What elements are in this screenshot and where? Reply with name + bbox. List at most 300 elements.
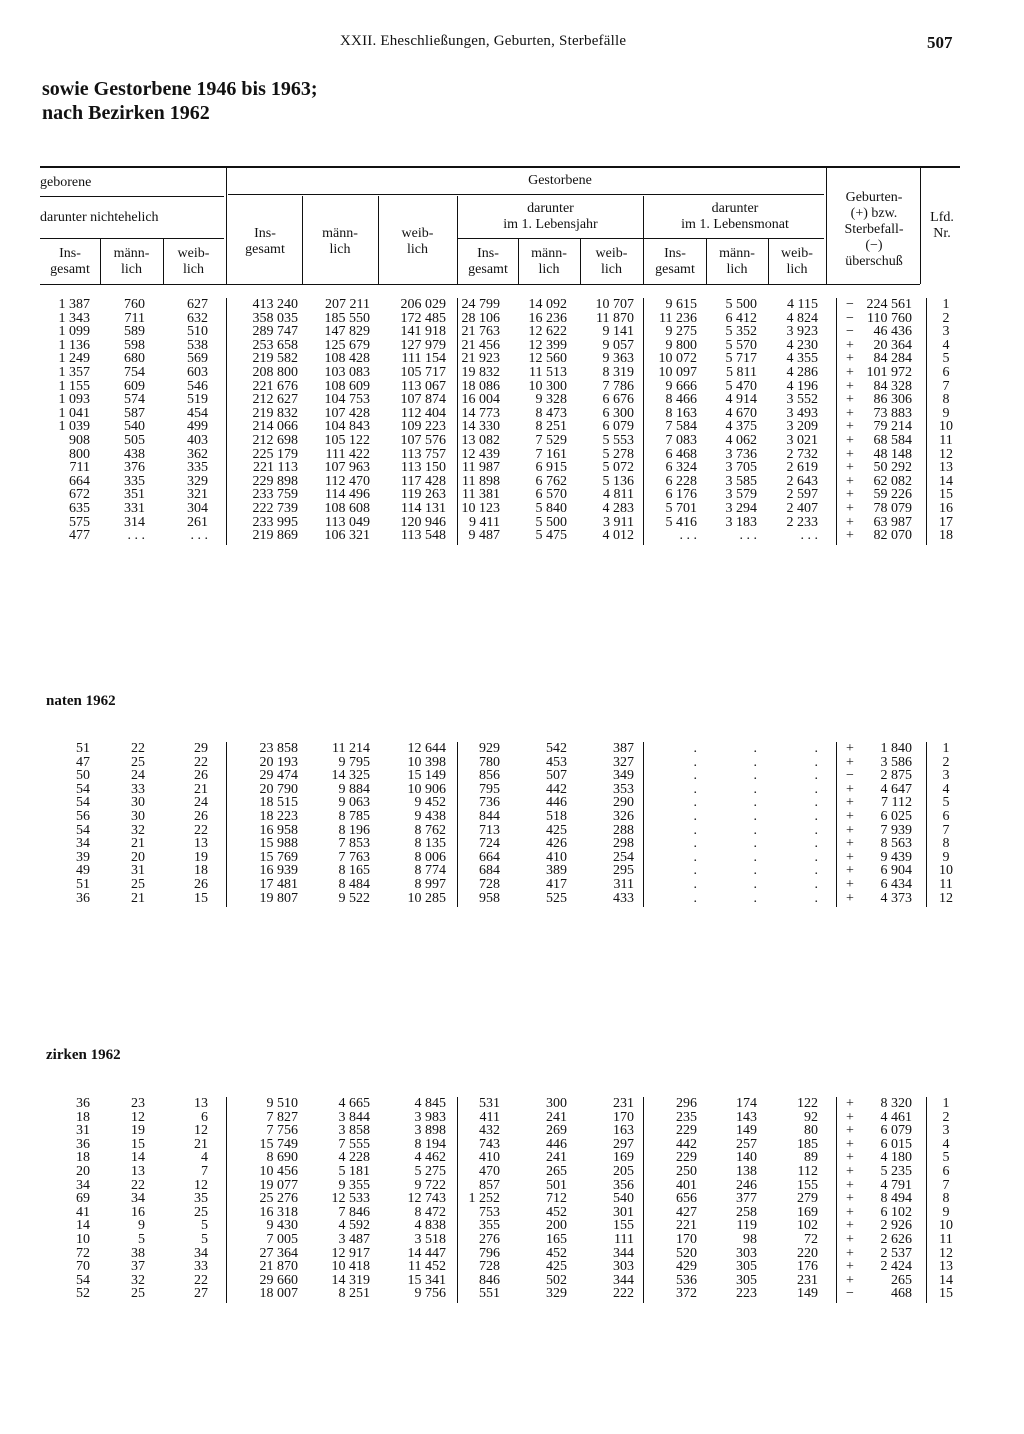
col-geb-weiblich: 26: [194, 768, 208, 784]
table-row: [0, 796, 1024, 810]
col-geb-weiblich: . . .: [190, 528, 208, 544]
col-monat-maennlich: 174: [736, 1096, 757, 1111]
col-ueberschuss-sign: +: [846, 877, 854, 892]
col-ueberschuss-value: 82 070: [873, 528, 912, 544]
col-ueberschuss-value: 6 025: [880, 809, 912, 824]
col-gest-insgesamt: 233 995: [252, 514, 298, 530]
col-gest-maennlich: 7 763: [338, 849, 370, 865]
col-gest-weiblich: 15 341: [407, 1272, 446, 1288]
col-geb-insgesamt: 70: [76, 1259, 90, 1275]
col-geb-maennlich: 22: [131, 741, 145, 756]
col-ueberschuss-sign: +: [846, 1096, 854, 1111]
col-jahr-maennlich: 453: [546, 754, 567, 770]
col-geb-maennlich: 31: [131, 863, 145, 879]
col-monat-insgesamt: 221: [676, 1218, 697, 1234]
col-monat-maennlich: .: [753, 863, 757, 879]
col-lfd-nr: 4: [942, 781, 950, 797]
col-jahr-weiblich: 7 786: [602, 378, 634, 394]
col-lfd-nr: 6: [942, 365, 950, 380]
col-gest-maennlich: 107 428: [324, 405, 370, 421]
col-geb-maennlich: 351: [124, 487, 145, 503]
col-geb-maennlich: 25: [131, 877, 145, 892]
col-geb-insgesamt: 18: [76, 1150, 90, 1166]
col-gest-maennlich: 4 592: [338, 1218, 370, 1234]
col-gest-insgesamt: 229 898: [252, 473, 298, 489]
col-geb-maennlich: 16: [131, 1204, 145, 1220]
table-row: [0, 864, 1024, 878]
col-monat-weiblich: 279: [797, 1191, 818, 1207]
col-jahr-maennlich: 426: [546, 836, 567, 852]
header-geburten: (−): [865, 238, 883, 253]
col-monat-maennlich: 6 412: [725, 310, 757, 326]
col-gest-insgesamt: 221 676: [252, 378, 298, 394]
col-jahr-weiblich: 344: [613, 1245, 634, 1261]
col-gest-insgesamt: 23 858: [259, 741, 298, 756]
table-row: [0, 461, 1024, 475]
col-ueberschuss-value: 101 972: [866, 365, 912, 380]
col-lfd-nr: 4: [942, 337, 950, 353]
col-gest-maennlich: 108 608: [324, 501, 370, 516]
col-jahr-weiblich: 298: [613, 836, 634, 852]
col-monat-maennlich: 258: [736, 1204, 757, 1220]
col-monat-maennlich: 377: [736, 1191, 757, 1207]
table-row: [0, 1165, 1024, 1179]
header-insgesamt: gesamt: [468, 262, 508, 277]
col-jahr-maennlich: 446: [546, 1136, 567, 1152]
col-ueberschuss-sign: +: [846, 795, 854, 811]
col-gest-weiblich: 8 774: [414, 863, 446, 879]
col-jahr-weiblich: 433: [613, 890, 634, 906]
col-monat-insgesamt: 6 468: [665, 446, 697, 462]
col-gest-weiblich: 8 472: [414, 1204, 446, 1220]
table-row: [0, 1260, 1024, 1274]
header-lfd-nr: Nr.: [933, 226, 951, 241]
col-jahr-insgesamt: 432: [479, 1123, 500, 1139]
col-monat-insgesamt: 170: [676, 1232, 697, 1247]
col-ueberschuss-sign: +: [846, 1272, 854, 1288]
col-monat-weiblich: 112: [797, 1164, 818, 1179]
col-gest-maennlich: 3 844: [338, 1109, 370, 1125]
col-jahr-maennlich: 11 513: [529, 365, 567, 380]
col-jahr-insgesamt: 14 330: [461, 419, 500, 435]
col-gest-insgesamt: 222 739: [252, 501, 298, 516]
col-gest-maennlich: 147 829: [324, 324, 370, 340]
col-gest-insgesamt: 413 240: [252, 297, 298, 312]
col-gest-weiblich: 14 447: [407, 1245, 446, 1261]
col-lfd-nr: 5: [942, 795, 950, 811]
col-monat-maennlich: 3 585: [725, 473, 757, 489]
col-gest-insgesamt: 19 077: [259, 1177, 298, 1193]
col-gest-insgesamt: 7 005: [266, 1232, 298, 1247]
col-jahr-insgesamt: 857: [479, 1177, 500, 1193]
col-jahr-maennlich: 417: [546, 877, 567, 892]
col-geb-insgesamt: 575: [69, 514, 90, 530]
table-row: [0, 502, 1024, 516]
col-monat-maennlich: .: [753, 849, 757, 865]
col-geb-insgesamt: 14: [76, 1218, 90, 1234]
table-row: [0, 1151, 1024, 1165]
col-monat-insgesamt: 5 416: [665, 514, 697, 530]
col-jahr-insgesamt: 18 086: [461, 378, 500, 394]
col-lfd-nr: 4: [942, 1136, 950, 1152]
col-monat-insgesamt: 9 615: [665, 297, 697, 312]
col-lfd-nr: 10: [939, 863, 953, 879]
col-ueberschuss-sign: +: [846, 337, 854, 353]
header-divider: [920, 168, 921, 284]
col-geb-weiblich: 26: [194, 877, 208, 892]
col-gest-weiblich: 15 149: [407, 768, 446, 784]
table-row: [0, 1179, 1024, 1193]
col-jahr-maennlich: 410: [546, 849, 567, 865]
col-ueberschuss-value: 5 235: [880, 1164, 912, 1179]
col-monat-insgesamt: .: [693, 781, 697, 797]
col-jahr-insgesamt: 11 898: [462, 473, 500, 489]
col-monat-insgesamt: .: [693, 890, 697, 906]
col-gest-maennlich: 111 422: [325, 446, 370, 462]
col-monat-insgesamt: 442: [676, 1136, 697, 1152]
col-jahr-insgesamt: 9 411: [469, 514, 500, 530]
header-weiblich: lich: [183, 262, 204, 277]
col-lfd-nr: 14: [939, 1272, 953, 1288]
col-gest-maennlich: 105 122: [324, 433, 370, 448]
col-geb-insgesamt: 36: [76, 1136, 90, 1152]
header-weiblich: lich: [601, 262, 622, 277]
col-ueberschuss-sign: −: [846, 310, 854, 326]
col-monat-maennlich: 3 736: [725, 446, 757, 462]
col-gest-maennlich: 113 049: [325, 514, 370, 530]
table-row: [0, 756, 1024, 770]
col-gest-weiblich: 107 576: [400, 433, 446, 448]
table-row: [0, 1097, 1024, 1111]
col-monat-maennlich: .: [753, 877, 757, 892]
col-geb-weiblich: 13: [194, 836, 208, 852]
col-gest-weiblich: 3 898: [414, 1123, 446, 1139]
col-ueberschuss-value: 2 926: [880, 1218, 912, 1234]
col-monat-maennlich: 3 705: [725, 460, 757, 476]
col-gest-insgesamt: 358 035: [252, 310, 298, 326]
col-monat-maennlich: 223: [736, 1286, 757, 1302]
col-ueberschuss-value: 4 791: [880, 1177, 912, 1193]
col-monat-weiblich: 2 643: [786, 473, 818, 489]
col-geb-insgesamt: 908: [69, 433, 90, 448]
col-jahr-maennlich: 265: [546, 1164, 567, 1179]
col-monat-weiblich: 2 407: [786, 501, 818, 516]
col-monat-weiblich: 4 286: [786, 365, 818, 380]
col-ueberschuss-value: 2 537: [880, 1245, 912, 1261]
col-geb-weiblich: 321: [187, 487, 208, 503]
col-monat-insgesamt: 372: [676, 1286, 697, 1302]
table-row: [0, 488, 1024, 502]
header-maennlich: lich: [121, 262, 142, 277]
col-jahr-weiblich: 10 707: [595, 297, 634, 312]
col-monat-maennlich: .: [753, 890, 757, 906]
col-ueberschuss-sign: +: [846, 528, 854, 544]
col-ueberschuss-sign: +: [846, 741, 854, 756]
col-geb-maennlich: 38: [131, 1245, 145, 1261]
col-geb-maennlich: 14: [131, 1150, 145, 1166]
table-section-1: [0, 298, 1024, 547]
col-gest-weiblich: 117 428: [401, 473, 446, 489]
col-gest-maennlich: 104 843: [324, 419, 370, 435]
col-gest-insgesamt: 15 769: [259, 849, 298, 865]
col-geb-weiblich: 454: [187, 405, 208, 421]
col-geb-maennlich: 19: [131, 1123, 145, 1139]
col-geb-maennlich: 438: [124, 446, 145, 462]
col-geb-maennlich: 754: [124, 365, 145, 380]
col-lfd-nr: 2: [942, 310, 950, 326]
col-gest-maennlich: 4 228: [338, 1150, 370, 1166]
col-jahr-weiblich: 9 141: [602, 324, 634, 340]
col-monat-weiblich: 89: [804, 1150, 818, 1166]
col-geb-weiblich: 22: [194, 1272, 208, 1288]
col-geb-insgesamt: 800: [69, 446, 90, 462]
col-geb-insgesamt: 635: [69, 501, 90, 516]
col-monat-insgesamt: 229: [676, 1150, 697, 1166]
table-row: [0, 312, 1024, 326]
col-jahr-insgesamt: 11 381: [462, 487, 500, 503]
col-jahr-insgesamt: 14 773: [461, 405, 500, 421]
col-ueberschuss-sign: +: [846, 487, 854, 503]
col-gest-maennlich: 207 211: [325, 297, 370, 312]
col-geb-insgesamt: 39: [76, 849, 90, 865]
col-jahr-weiblich: 4 811: [603, 487, 634, 503]
col-gest-maennlich: 10 418: [331, 1259, 370, 1275]
col-monat-weiblich: 72: [804, 1232, 818, 1247]
col-ueberschuss-value: 79 214: [873, 419, 912, 435]
col-lfd-nr: 3: [942, 324, 950, 340]
col-gest-weiblich: 109 223: [400, 419, 446, 435]
col-monat-weiblich: 4 230: [786, 337, 818, 353]
col-ueberschuss-value: 4 461: [880, 1109, 912, 1125]
col-geb-maennlich: 32: [131, 1272, 145, 1288]
col-jahr-maennlich: 525: [546, 890, 567, 906]
col-monat-maennlich: 140: [736, 1150, 757, 1166]
col-monat-maennlich: .: [753, 781, 757, 797]
col-gest-maennlich: 12 533: [331, 1191, 370, 1207]
col-gest-maennlich: 3 858: [338, 1123, 370, 1139]
col-ueberschuss-sign: +: [846, 1109, 854, 1125]
table-row: [0, 366, 1024, 380]
col-geb-insgesamt: 1 136: [58, 337, 90, 353]
col-monat-maennlich: . . .: [739, 528, 757, 544]
col-geb-insgesamt: 47: [76, 754, 90, 770]
col-geb-maennlich: 24: [131, 768, 145, 784]
col-lfd-nr: 8: [942, 1191, 950, 1207]
col-monat-maennlich: .: [753, 741, 757, 756]
col-geb-maennlich: 589: [124, 324, 145, 340]
col-monat-insgesamt: 5 701: [665, 501, 697, 516]
table-row: [0, 742, 1024, 756]
col-geb-insgesamt: 50: [76, 768, 90, 784]
col-monat-weiblich: .: [814, 781, 818, 797]
col-jahr-weiblich: 111: [614, 1232, 634, 1247]
col-gest-maennlich: 8 251: [338, 1286, 370, 1302]
col-monat-insgesamt: 429: [676, 1259, 697, 1275]
col-ueberschuss-sign: +: [846, 1218, 854, 1234]
table-row: [0, 810, 1024, 824]
header-lfd-nr: Lfd.: [930, 210, 954, 225]
col-monat-insgesamt: 250: [676, 1164, 697, 1179]
col-geb-weiblich: 335: [187, 460, 208, 476]
col-lfd-nr: 7: [942, 378, 950, 394]
table-row: [0, 851, 1024, 865]
col-gest-maennlich: 5 181: [338, 1164, 370, 1179]
col-jahr-maennlich: 6 570: [535, 487, 567, 503]
col-gest-maennlich: 9 795: [338, 754, 370, 770]
col-geb-insgesamt: 56: [76, 809, 90, 824]
col-monat-maennlich: .: [753, 795, 757, 811]
col-jahr-insgesamt: 856: [479, 768, 500, 784]
col-gest-weiblich: 206 029: [400, 297, 446, 312]
col-geb-insgesamt: 10: [76, 1232, 90, 1247]
col-monat-weiblich: .: [814, 768, 818, 784]
col-jahr-weiblich: 295: [613, 863, 634, 879]
col-geb-insgesamt: 54: [76, 795, 90, 811]
header-maennlich: männ-: [322, 226, 358, 241]
col-jahr-maennlich: 8 251: [535, 419, 567, 435]
col-gest-insgesamt: 9 510: [266, 1096, 298, 1111]
col-lfd-nr: 11: [939, 433, 953, 448]
col-jahr-weiblich: 155: [613, 1218, 634, 1234]
col-gest-maennlich: 103 083: [324, 365, 370, 380]
col-jahr-insgesamt: 844: [479, 809, 500, 824]
col-geb-weiblich: 546: [187, 378, 208, 394]
col-jahr-maennlich: 5 475: [535, 528, 567, 544]
col-gest-maennlich: 9 355: [338, 1177, 370, 1193]
col-monat-weiblich: .: [814, 741, 818, 756]
col-monat-maennlich: 257: [736, 1136, 757, 1152]
col-jahr-weiblich: 9 363: [602, 351, 634, 367]
col-jahr-weiblich: 326: [613, 809, 634, 824]
col-jahr-maennlich: 9 328: [535, 392, 567, 408]
col-ueberschuss-sign: +: [846, 473, 854, 489]
col-geb-insgesamt: 1 155: [58, 378, 90, 394]
col-geb-maennlich: 33: [131, 781, 145, 797]
table-row: [0, 325, 1024, 339]
header-darunter: darunter: [527, 201, 574, 216]
col-monat-weiblich: 149: [797, 1286, 818, 1302]
col-monat-insgesamt: 8 163: [665, 405, 697, 421]
col-gest-weiblich: 12 644: [407, 741, 446, 756]
col-gest-maennlich: 7 846: [338, 1204, 370, 1220]
col-geb-insgesamt: 52: [76, 1286, 90, 1302]
col-gest-insgesamt: 208 800: [252, 365, 298, 380]
col-geb-maennlich: 609: [124, 378, 145, 394]
col-ueberschuss-value: 62 082: [873, 473, 912, 489]
table-row: [0, 516, 1024, 530]
col-lfd-nr: 12: [939, 1245, 953, 1261]
col-ueberschuss-sign: −: [846, 768, 854, 784]
table-row: [0, 892, 1024, 906]
col-gest-insgesamt: 212 627: [252, 392, 298, 408]
col-jahr-maennlich: 16 236: [528, 310, 567, 326]
col-lfd-nr: 1: [942, 1096, 950, 1111]
table-row: [0, 1233, 1024, 1247]
col-jahr-maennlich: 502: [546, 1272, 567, 1288]
col-monat-weiblich: 4 824: [786, 310, 818, 326]
col-geb-weiblich: 538: [187, 337, 208, 353]
col-lfd-nr: 9: [942, 849, 950, 865]
col-jahr-insgesamt: 929: [479, 741, 500, 756]
col-ueberschuss-value: 265: [891, 1272, 912, 1288]
col-monat-maennlich: 5 500: [725, 297, 757, 312]
col-monat-insgesamt: .: [693, 754, 697, 770]
col-lfd-nr: 11: [939, 1232, 953, 1247]
col-geb-insgesamt: 34: [76, 1177, 90, 1193]
col-jahr-weiblich: 163: [613, 1123, 634, 1139]
header-divider: [226, 168, 227, 284]
col-monat-weiblich: 2 732: [786, 446, 818, 462]
col-geb-maennlich: 20: [131, 849, 145, 865]
col-gest-weiblich: 8 135: [414, 836, 446, 852]
col-monat-insgesamt: 235: [676, 1109, 697, 1125]
col-geb-maennlich: 23: [131, 1096, 145, 1111]
col-gest-maennlich: 8 484: [338, 877, 370, 892]
header-rule: [228, 194, 824, 195]
col-gest-insgesamt: 16 958: [259, 822, 298, 838]
col-monat-maennlich: 4 670: [725, 405, 757, 421]
col-monat-weiblich: 2 619: [786, 460, 818, 476]
col-geb-weiblich: 632: [187, 310, 208, 326]
col-jahr-insgesamt: 958: [479, 890, 500, 906]
col-gest-insgesamt: 16 318: [259, 1204, 298, 1220]
col-jahr-weiblich: 290: [613, 795, 634, 811]
col-geb-weiblich: 627: [187, 297, 208, 312]
col-jahr-insgesamt: 713: [479, 822, 500, 838]
col-lfd-nr: 12: [939, 890, 953, 906]
col-monat-weiblich: 185: [797, 1136, 818, 1152]
col-jahr-maennlich: 712: [546, 1191, 567, 1207]
col-ueberschuss-sign: +: [846, 419, 854, 435]
col-jahr-weiblich: 6 676: [602, 392, 634, 408]
col-lfd-nr: 2: [942, 1109, 950, 1125]
col-ueberschuss-sign: +: [846, 1123, 854, 1139]
col-gest-maennlich: 114 496: [325, 487, 370, 503]
header-maennlich: lich: [329, 242, 351, 257]
col-geb-insgesamt: 36: [76, 890, 90, 906]
col-gest-insgesamt: 16 939: [259, 863, 298, 879]
col-ueberschuss-value: 68 584: [873, 433, 912, 448]
col-gest-insgesamt: 21 870: [259, 1259, 298, 1275]
table-row: [0, 769, 1024, 783]
col-gest-weiblich: 8 997: [414, 877, 446, 892]
col-monat-insgesamt: 9 800: [665, 337, 697, 353]
col-monat-insgesamt: .: [693, 741, 697, 756]
col-jahr-insgesamt: 9 487: [468, 528, 500, 544]
col-lfd-nr: 7: [942, 1177, 950, 1193]
col-gest-insgesamt: 19 807: [259, 890, 298, 906]
col-lfd-nr: 3: [942, 1123, 950, 1139]
col-jahr-maennlich: 452: [546, 1204, 567, 1220]
running-head: XXII. Eheschließungen, Geburten, Sterbefälle: [340, 33, 627, 49]
col-jahr-weiblich: 170: [613, 1109, 634, 1125]
col-monat-weiblich: 3 021: [786, 433, 818, 448]
col-monat-insgesamt: 7 584: [665, 419, 697, 435]
col-monat-maennlich: .: [753, 822, 757, 838]
col-gest-weiblich: 12 743: [407, 1191, 446, 1207]
col-gest-insgesamt: 219 582: [252, 351, 298, 367]
col-jahr-maennlich: 165: [546, 1232, 567, 1247]
col-ueberschuss-sign: +: [846, 392, 854, 408]
col-gest-weiblich: 10 906: [407, 781, 446, 797]
col-gest-insgesamt: 18 515: [259, 795, 298, 811]
col-ueberschuss-sign: +: [846, 1136, 854, 1152]
col-jahr-maennlich: 8 473: [535, 405, 567, 421]
col-jahr-maennlich: 269: [546, 1123, 567, 1139]
col-jahr-insgesamt: 410: [479, 1150, 500, 1166]
col-jahr-maennlich: 452: [546, 1245, 567, 1261]
col-ueberschuss-value: 2 875: [880, 768, 912, 784]
